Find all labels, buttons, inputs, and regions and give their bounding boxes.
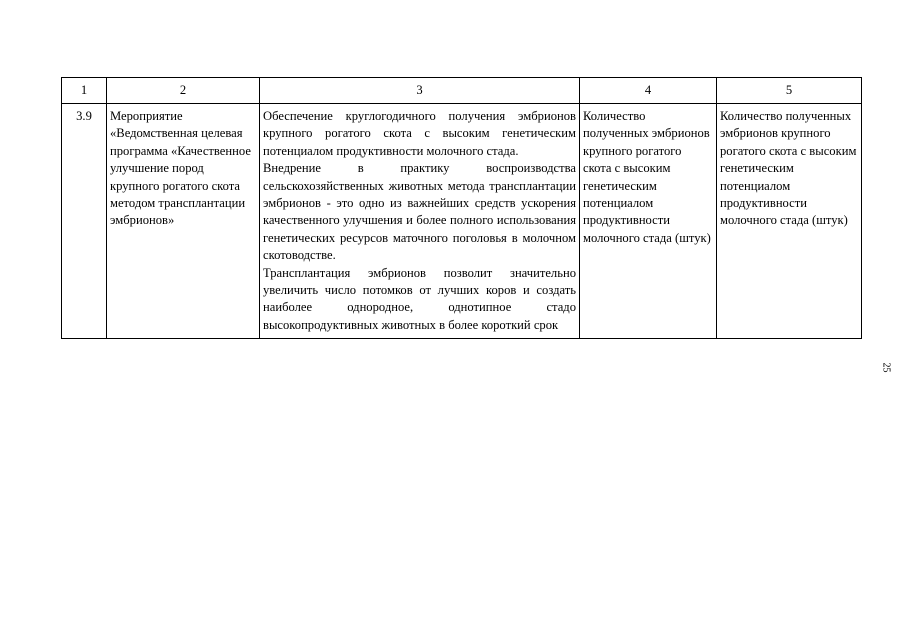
measures-table: [61, 77, 862, 339]
header-row: [62, 78, 862, 104]
description-paragraph-3: Трансплантация эмбрионов позволит значительно увеличить число потомков от лучших коров и создать наиболее однородное, однотипное стадо высокопродуктивных животных в более короткий срок: [263, 265, 576, 332]
header-col-4: 4: [580, 78, 717, 104]
header-col-3: 3: [260, 78, 580, 104]
measure-name: Мероприятие «Ведомственная целевая программа «Качественное улучшение пород крупного рогатого скота методом трансплантации эмбрионов»: [107, 104, 260, 339]
description-paragraph-2: Внедрение в практику воспроизводства сельскохозяйственных животных метода трансплантации эмбрионов - это одно из важнейших средств ускорения качественного улучшения и более полного использования генетических ресурсов маточного поголовья в молочном скотоводстве.: [263, 161, 576, 263]
measure-description: [260, 104, 580, 339]
header-col-1: 1: [62, 78, 107, 104]
description-paragraph-1: Обеспечение круглогодичного получения эмбрионов крупного рогатого скота с высоким генетическим потенциалом продуктивности молочного стада.: [263, 109, 576, 158]
indicator-text: Количество полученных эмбрионов крупного рогатого скота с высоким генетическим потенциалом продуктивности молочного стада (штук): [580, 104, 717, 339]
row-number: 3.9: [62, 104, 107, 339]
header-col-5: 5: [717, 78, 862, 104]
indicator-text-alt: Количество полученных эмбрионов крупного рогатого скота с высоким генетическим потенциалом продуктивности молочного стада (штук): [717, 104, 862, 339]
table-row: [62, 104, 862, 339]
page-number: 25: [880, 362, 892, 373]
header-col-2: 2: [107, 78, 260, 104]
